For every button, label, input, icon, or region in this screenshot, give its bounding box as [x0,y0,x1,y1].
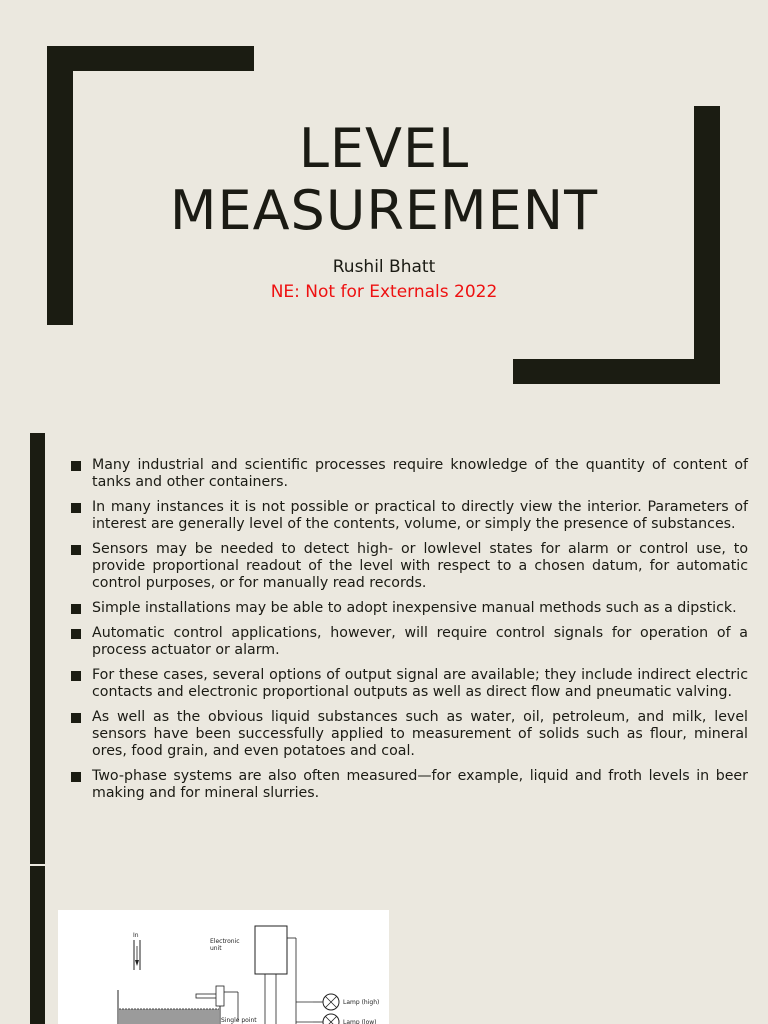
title-slide [0,0,768,408]
electronic-unit-box [255,926,287,974]
author-name: Rushil Bhatt [332,257,436,277]
bullet-item [70,499,748,533]
bullet-text: As well as the obvious liquid substances such as water, oil, petroleum, and milk, level sensors have been successfully applied to measurement of solids such as flour, mineral ores, food grain, and even potatoes and coal. [92,709,748,759]
content-slide [0,408,768,1024]
bracket-bottom-right-horizontal [513,359,720,384]
lamp-low-label: Lamp (low) [343,1019,377,1024]
square-bullet-icon [71,461,81,471]
level-sensor-diagram [58,910,389,1024]
bullet-text: Many industrial and scientific processes require knowledge of the quantity of content of tanks and other containers. [92,457,748,490]
liquid-fill [119,1009,219,1024]
lamp-high-icon [323,994,339,1010]
unit-label: unit [210,945,222,952]
bracket-bottom-right-vertical [694,106,720,384]
square-bullet-icon [71,604,81,614]
inlet-label: In [133,932,139,939]
bullet-text: Automatic control applications, however, will require control signals for operation of a process actuator or alarm. [92,625,748,658]
square-bullet-icon [71,545,81,555]
bullet-item [70,625,748,659]
bracket-top-left-vertical [47,46,73,325]
disclaimer-note: NE: Not for Externals 2022 [270,282,498,302]
bullet-item [70,600,748,617]
accent-sidebar [30,433,45,1024]
single-point-label: Single point [221,1017,257,1024]
bullet-text: In many instances it is not possible or practical to directly view the interior. Parameters of interest are generally level of the contents, volume, or simply the presence of substances. [92,499,748,532]
bullet-item [70,709,748,760]
lamp-high-label: Lamp (high) [343,999,380,1006]
bullet-item [70,457,748,491]
lamp-low-icon [323,1014,339,1024]
bullet-text: Two-phase systems are also often measured—for example, liquid and froth levels in beer making and for mineral slurries. [92,768,748,801]
bullet-text: Sensors may be needed to detect high- or lowlevel states for alarm or control use, to provide proportional readout of the level with respect to a chosen datum, for automatic control purposes, or for manually read records. [92,541,748,591]
title-line-1: LEVEL [298,117,470,180]
square-bullet-icon [71,772,81,782]
bracket-top-left-horizontal [47,46,254,71]
slide-title [80,118,688,242]
bullet-item [70,541,748,592]
inlet-pipe [134,940,140,970]
square-bullet-icon [71,503,81,513]
square-bullet-icon [71,713,81,723]
diagram-graphic [58,910,389,1024]
bullet-list [70,457,748,810]
title-line-2: MEASUREMENT [169,179,599,242]
bullet-text: Simple installations may be able to adopt inexpensive manual methods such as a dipstick. [92,600,737,616]
bullet-text: For these cases, several options of output signal are available; they include indirect electric contacts and electronic proportional outputs as well as direct flow and pneumatic valving. [92,667,748,700]
sensor-probe [196,986,224,1006]
bullet-item [70,768,748,802]
electronic-label: Electronic [210,938,240,945]
square-bullet-icon [71,629,81,639]
sidebar-divider [30,864,45,866]
square-bullet-icon [71,671,81,681]
bullet-item [70,667,748,701]
